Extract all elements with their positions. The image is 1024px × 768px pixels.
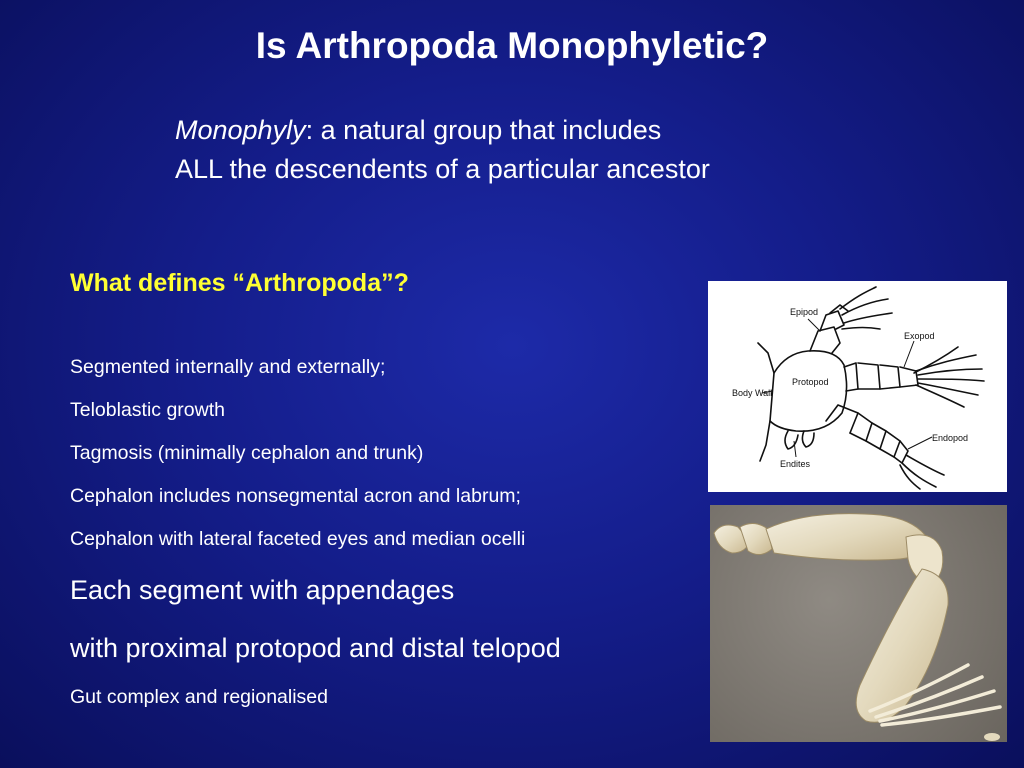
definition-line-1 bbox=[175, 111, 875, 150]
appendage-photo bbox=[710, 505, 1007, 742]
label-epipod: Epipod bbox=[790, 307, 819, 317]
definition-text: : a natural group that includes bbox=[305, 115, 662, 145]
definition bbox=[175, 111, 875, 189]
label-endites: Endites bbox=[780, 459, 811, 469]
slide-title: Is Arthropoda Monophyletic? bbox=[255, 25, 769, 66]
label-exopod: Exopod bbox=[904, 331, 935, 341]
label-protopod: Protopod bbox=[792, 377, 829, 387]
criterion-cephalon-acron: Cephalon includes nonsegmental acron and labrum; bbox=[70, 485, 521, 507]
definition-term: Monophyly bbox=[175, 115, 306, 145]
criterion-tagmosis: Tagmosis (minimally cephalon and trunk) bbox=[70, 442, 424, 464]
appendage-diagram bbox=[708, 281, 1007, 492]
appendage-photo-svg bbox=[710, 505, 1007, 742]
criterion-gut: Gut complex and regionalised bbox=[70, 686, 328, 708]
appendage-diagram-svg bbox=[708, 281, 1007, 492]
definition-line-2: ALL the descendents of a particular ancestor bbox=[175, 154, 710, 184]
criterion-segmented: Segmented internally and externally; bbox=[70, 356, 386, 378]
question-heading: What defines “Arthropoda”? bbox=[70, 269, 409, 297]
label-endopod: Endopod bbox=[932, 433, 969, 443]
criterion-teloblastic: Teloblastic growth bbox=[70, 399, 225, 421]
criterion-protopod-telopod: with proximal protopod and distal telopod bbox=[70, 633, 561, 663]
criterion-appendages: Each segment with appendages bbox=[70, 575, 455, 605]
criterion-cephalon-eyes: Cephalon with lateral faceted eyes and median ocelli bbox=[70, 528, 526, 550]
label-body-wall: Body Wall bbox=[732, 388, 773, 398]
